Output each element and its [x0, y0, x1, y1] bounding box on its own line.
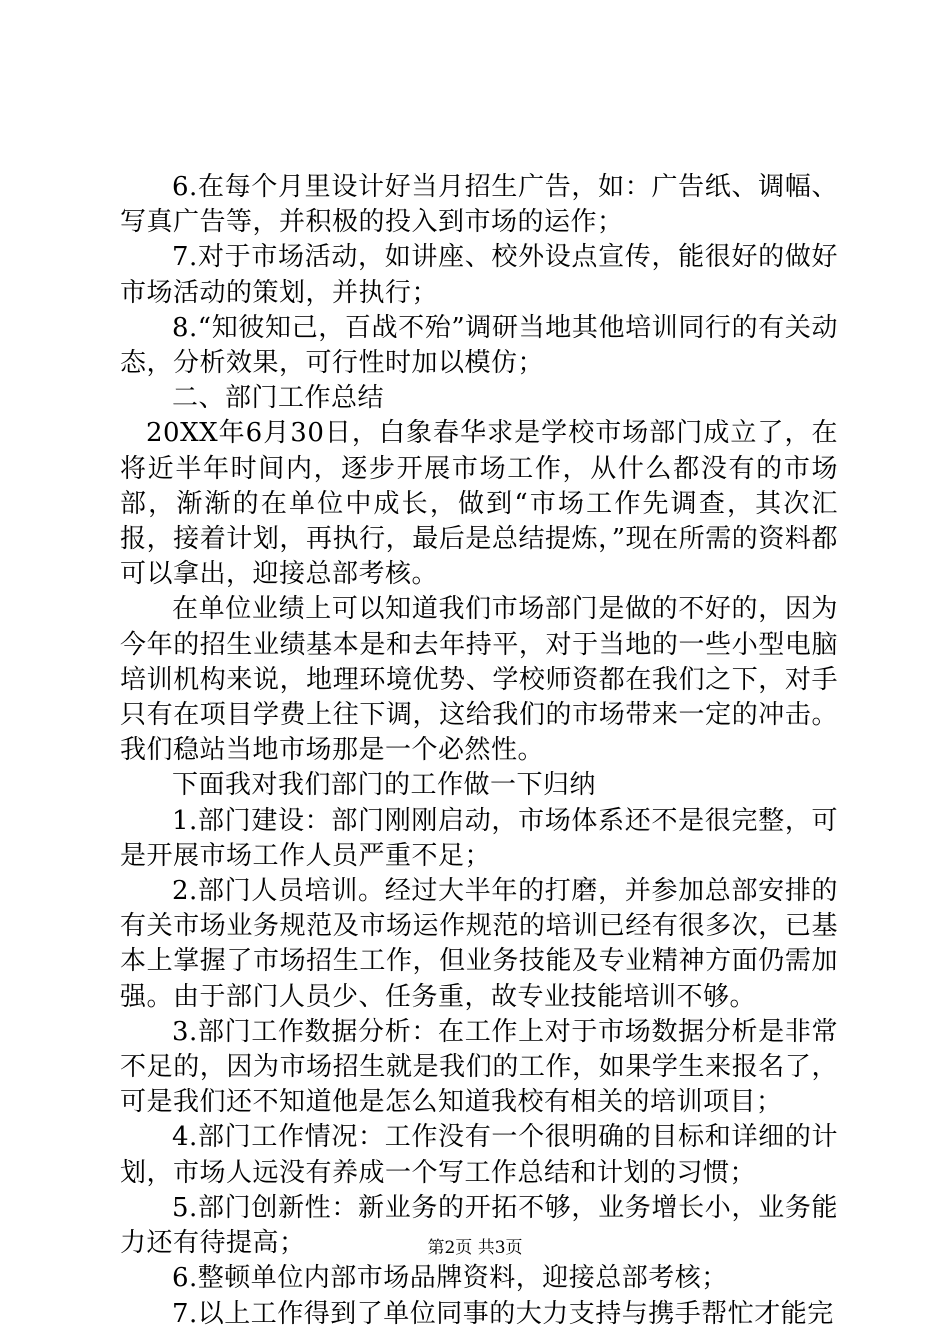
paragraph-point-2-training: 2.部门人员培训。经过大半年的打磨，并参加总部安排的有关市场业务规范及市场运作规范的培训已经有很多次，已基本上掌握了市场招生工作，但业务技能及专业精神方面仍需加强。由于部门人员少、任务重，故专业技能培训不够。 — [120, 876, 838, 1012]
paragraph-item-6-ads: 6.在每个月里设计好当月招生广告，如：广告纸、调幅、写真广告等，并积极的投入到市场的运作； — [120, 172, 838, 238]
paragraph-summary-intro: 下面我对我们部门的工作做一下归纳 — [172, 770, 597, 801]
paragraph-department-history: 20XX年6月30日，白象春华求是学校市场部门成立了，在将近半年时间内，逐步开展市场工作，从什么都没有的市场部，渐渐的在单位中成长，做到“市场工作先调查，其次汇报，接着计划，再执行，最后是总结提炼，”现在所需的资料都可以拿出，迎接总部考核。 — [120, 418, 838, 590]
paragraph-performance: 在单位业绩上可以知道我们市场部门是做的不好的，因为今年的招生业绩基本是和去年持平，对于当地的一些小型电脑培训机构来说，地理环境优势、学校师资都在我们之下，对手只有在项目学费上往下调，这给我们的市场带来一定的冲击。我们稳站当地市场那是一个必然性。 — [120, 594, 838, 766]
paragraph-item-7-activities: 7.对于市场活动，如讲座、校外设点宣传，能很好的做好市场活动的策划，并执行； — [120, 242, 838, 308]
document-body — [120, 170, 838, 1332]
section-heading-department-summary: 二、部门工作总结 — [172, 383, 385, 414]
paragraph-point-4-work-status: 4.部门工作情况：工作没有一个很明确的目标和详细的计划，市场人远没有养成一个写工作总结和计划的习惯； — [120, 1122, 838, 1188]
page-number-footer: 第2页 共3页 — [427, 1238, 523, 1258]
paragraph-point-3-data-analysis: 3.部门工作数据分析：在工作上对于市场数据分析是非常不足的，因为市场招生就是我们的工作，如果学生来报名了，可是我们还不知道他是怎么知道我校有相关的培训项目； — [120, 1016, 838, 1118]
paragraph-point-6-materials: 6.整顿单位内部市场品牌资料，迎接总部考核； — [172, 1263, 728, 1294]
paragraph-item-8-research: 8.“知彼知己，百战不殆”调研当地其他培训同行的有关动态，分析效果，可行性时加以模仿； — [120, 312, 838, 379]
paragraph-point-5-innovation: 5.部门创新性：新业务的开拓不够，业务增长小，业务能力还有待提高； — [120, 1192, 838, 1259]
paragraph-point-7-support: 7.以上工作得到了单位同事的大力支持与携手帮忙才能完 — [172, 1298, 834, 1329]
paragraph-point-1-construction: 1.部门建设：部门刚刚启动，市场体系还不是很完整，可是开展市场工作人员严重不足； — [120, 805, 838, 871]
